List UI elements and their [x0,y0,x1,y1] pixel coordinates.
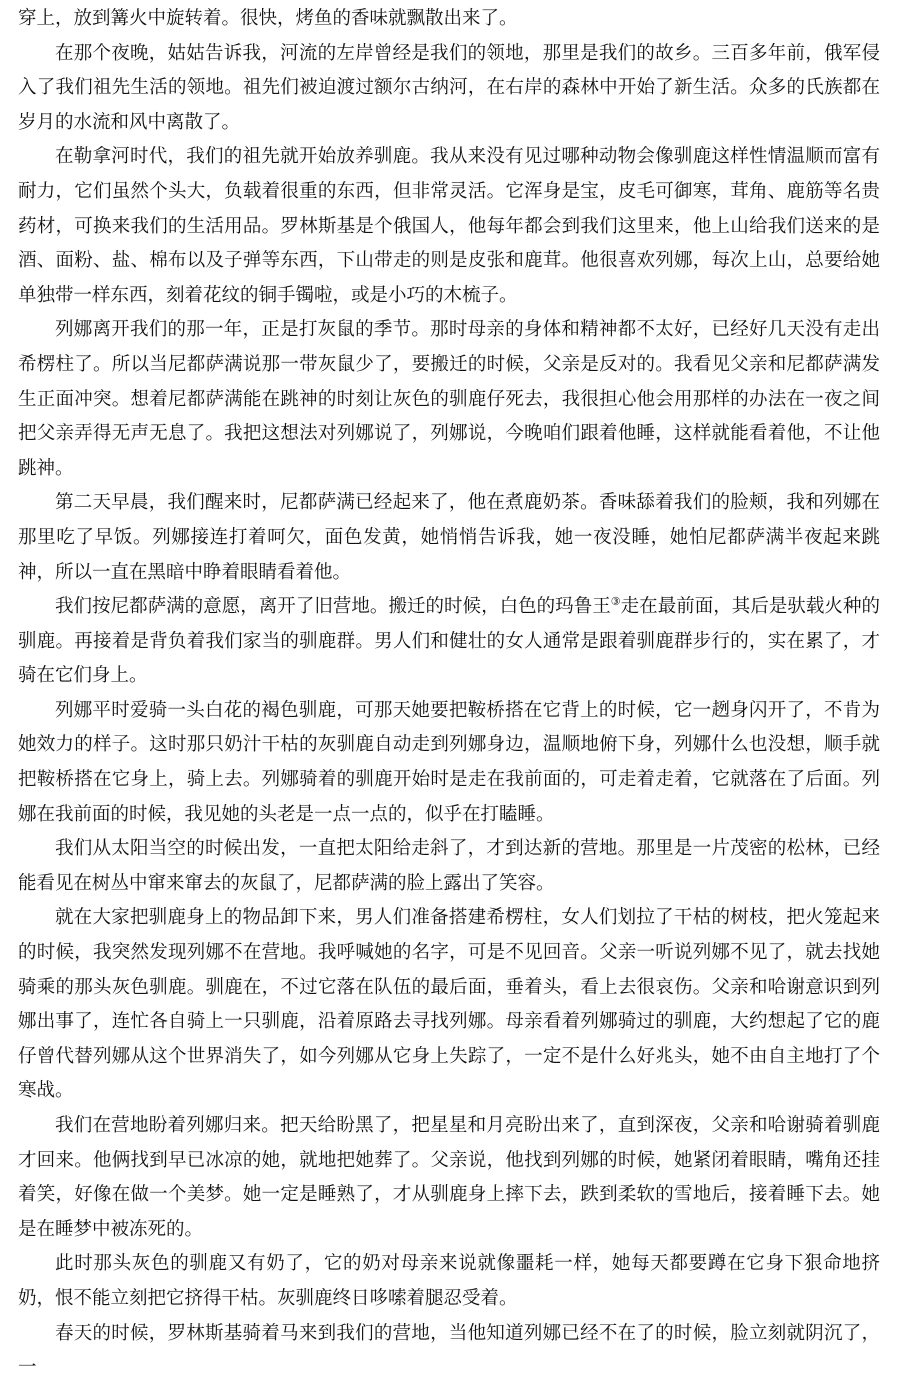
footnote-marker: ③ [610,594,621,608]
paragraph-2: 在那个夜晚，姑姑告诉我，河流的左岸曾经是我们的领地，那里是我们的故乡。三百多年前，俄军侵入了我们祖先生活的领地。祖先们被迫渡过额尔古纳河，在右岸的森林中开始了新生活。众多的氏族都在岁月的水流和风中离散了。 [18,42,880,133]
paragraph-11: 此时那头灰色的驯鹿又有奶了，它的奶对母亲来说就像噩耗一样，她每天都要蹲在它身下狠命地挤奶，恨不能立刻把它挤得干枯。灰驯鹿终日哆嗦着腿忍受着。 [18,1253,880,1309]
paragraph-6-text-after: 走在最前面，其后是驮载火种的驯鹿。再接着是背负着我们家当的驯鹿群。男人们和健壮的女人通常是跟着驯鹿群步行的，实在累了，才骑在它们身上。 [18,596,880,687]
paragraph-6-text-before: 我们按尼都萨满的意愿，离开了旧营地。搬迁的时候，白色的玛鲁王 [55,596,611,618]
paragraph-12: 春天的时候，罗林斯基骑着马来到我们的营地，当他知道列娜已经不在了的时候，脸立刻就阴沉了，一 [18,1322,880,1379]
paragraph-7: 列娜平时爱骑一头白花的褐色驯鹿，可那天她要把鞍桥搭在它背上的时候，它一趔身闪开了，不肯为她效力的样子。这时那只奶汁干枯的灰驯鹿自动走到列娜身边，温顺地俯下身，列娜什么也没想，顺手就把鞍桥搭在它身上，骑上去。列娜骑着的驯鹿开始时是走在我前面的，可走着走着，它就落在了后面。列娜在我前面的时候，我见她的头老是一点一点的，似乎在打瞌睡。 [18,699,880,825]
paragraph-9: 就在大家把驯鹿身上的物品卸下来，男人们准备搭建希楞柱，女人们划拉了干枯的树枝，把火笼起来的时候，我突然发现列娜不在营地。我呼喊她的名字，可是不见回音。父亲一听说列娜不见了，就去找她骑乘的那头灰色驯鹿。驯鹿在，不过它落在队伍的最后面，垂着头，看上去很哀伤。父亲和哈谢意识到列娜出事了，连忙各自骑上一只驯鹿，沿着原路去寻找列娜。母亲看着列娜骑过的驯鹿，大约想起了它的鹿仔曾代替列娜从这个世界消失了，如今列娜从它身上失踪了，一定不是什么好兆头，她不由自主地打了个寒战。 [18,907,880,1102]
paragraph-8: 我们从太阳当空的时候出发，一直把太阳给走斜了，才到达新的营地。那里是一片茂密的松林，已经能看见在树丛中窜来窜去的灰鼠了，尼都萨满的脸上露出了笑容。 [18,838,880,894]
paragraph-1: 穿上，放到篝火中旋转着。很快，烤鱼的香味就飘散出来了。 [18,8,518,29]
paragraph-3: 在勒拿河时代，我们的祖先就开始放养驯鹿。我从来没有见过哪种动物会像驯鹿这样性情温顺而富有耐力，它们虽然个头大，负载着很重的东西，但非常灵活。它浑身是宝，皮毛可御寒，茸角、鹿筋等名贵药材，可换来我们的生活用品。罗林斯基是个俄国人，他每年都会到我们这里来，他上山给我们送来的是酒、面粉、盐、棉布以及子弹等东西，下山带走的则是皮张和鹿茸。他很喜欢列娜，每次上山，总要给她单独带一样东西，刻着花纹的铜手镯啦，或是小巧的木梳子。 [18,146,880,306]
paragraph-10: 我们在营地盼着列娜归来。把天给盼黑了，把星星和月亮盼出来了，直到深夜，父亲和哈谢骑着驯鹿才回来。他俩找到早已冰凉的她，就地把她葬了。父亲说，他找到列娜的时候，她紧闭着眼睛，嘴角还挂着笑，好像在做一个美梦。她一定是睡熟了，才从驯鹿身上摔下去，跌到柔软的雪地后，接着睡下去。她是在睡梦中被冻死的。 [18,1115,880,1240]
paragraph-5: 第二天早晨，我们醒来时，尼都萨满已经起来了，他在煮鹿奶茶。香味舔着我们的脸颊，我和列娜在那里吃了早饭。列娜接连打着呵欠，面色发黄，她悄悄告诉我，她一夜没睡，她怕尼都萨满半夜起来跳神，所以一直在黑暗中睁着眼睛看着他。 [18,492,880,583]
document-page [18,2,880,1386]
paragraph-6 [18,590,880,694]
paragraph-4: 列娜离开我们的那一年，正是打灰鼠的季节。那时母亲的身体和精神都不太好，已经好几天没有走出希楞柱了。所以当尼都萨满说那一带灰鼠少了，要搬迁的时候，父亲是反对的。我看见父亲和尼都萨满发生正面冲突。想着尼都萨满能在跳神的时刻让灰色的驯鹿仔死去，我很担心他会用那样的办法在一夜之间把父亲弄得无声无息了。我把这想法对列娜说了，列娜说，今晚咱们跟着他睡，这样就能看着他，不让他跳神。 [18,319,880,479]
